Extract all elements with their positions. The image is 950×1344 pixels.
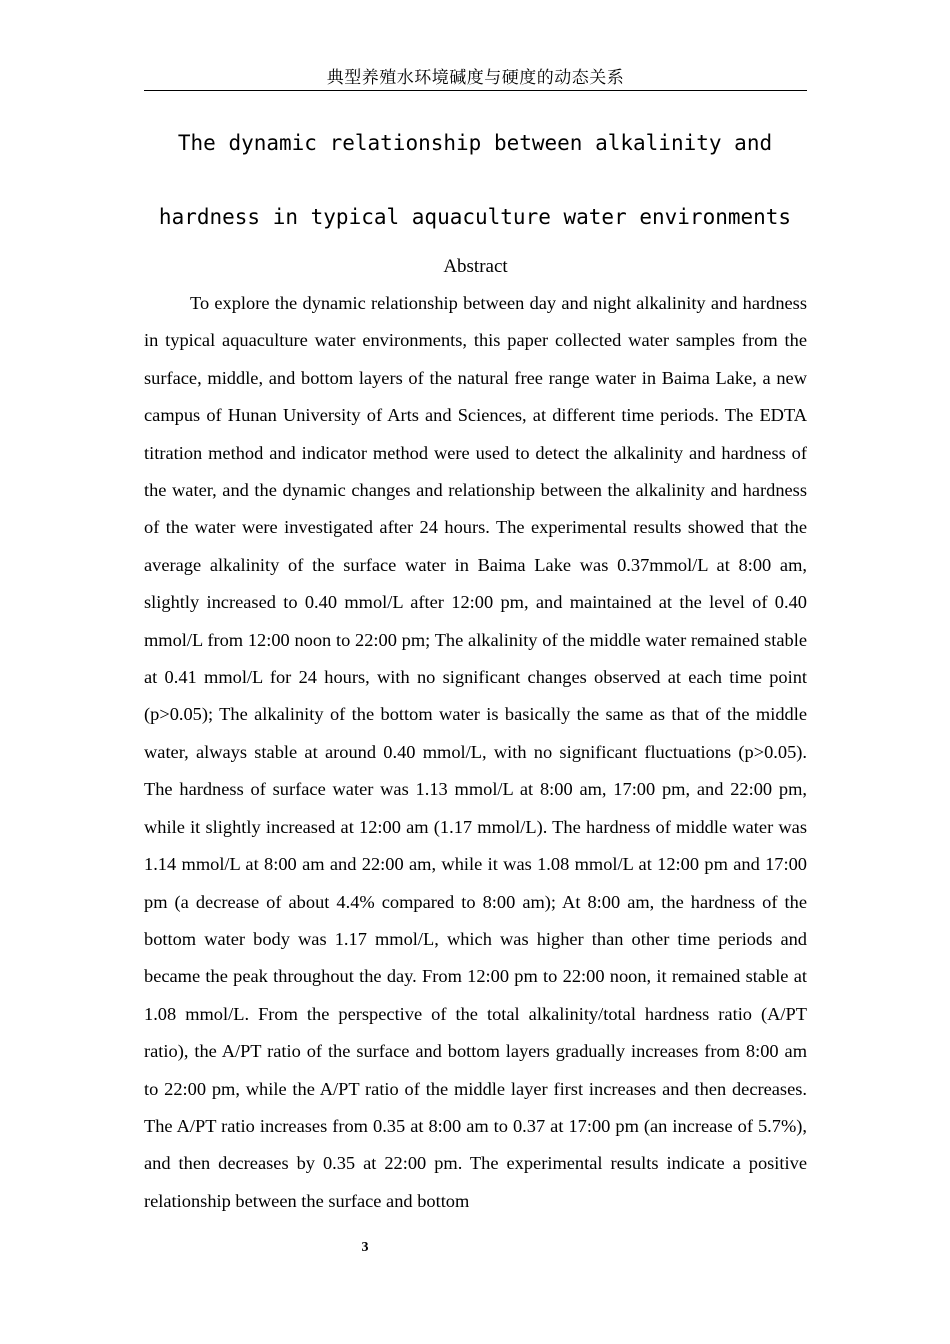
page-number: 3 [361, 1240, 369, 1255]
header-rule [144, 90, 807, 91]
running-header-title: 典型养殖水环境碱度与硬度的动态关系 [326, 68, 625, 88]
paper-title-line-1: The dynamic relationship between alkalinity and [177, 131, 773, 155]
abstract-heading: Abstract [443, 256, 508, 277]
abstract-body: To explore the dynamic relationship between day and night alkalinity and hardness in typical aquaculture water environments, this paper collected water samples from the surface, middle, and bottom layers of the natural free range water in Baima Lake, a new campus of Hunan University of Arts and Sciences, at different time periods. The EDTA titration method and indicator method were used to detect the alkalinity and hardness of the water, and the dynamic changes and relationship between the alkalinity and hardness of the water were investigated after 24 hours. The experimental results showed that the average alkalinity of the surface water in Baima Lake was 0.37mmol/L at 8:00 am, slightly increased to 0.40 mmol/L after 12:00 pm, and maintained at the level of 0.40 mmol/L from 12:00 noon to 22:00 pm; The alkalinity of the middle water remained stable at 0.41 mmol/L for 24 hours, with no significant changes observed at each time point (p>0.05); The alkalinity of the bottom water is basically the same as that of the middle water, always stable at around 0.40 mmol/L, with no significant fluctuations (p>0.05). The hardness of surface water was 1.13 mmol/L at 8:00 am, 17:00 pm, and 22:00 pm, while it slightly increased at 12:00 am (1.17 mmol/L). The hardness of middle water was 1.14 mmol/L at 8:00 am and 22:00 am, while it was 1.08 mmol/L at 12:00 pm and 17:00 pm (a decrease of about 4.4% compared to 8:00 am); At 8:00 am, the hardness of the bottom water body was 1.17 mmol/L, which was higher than other time periods and became the peak throughout the day. From 12:00 pm to 22:00 noon, it remained stable at 1.08 mmol/L. From the perspective of the total alkalinity/total hardness ratio (A/PT ratio), the A/PT ratio of the surface and bottom layers gradually increases from 8:00 am to 22:00 pm, while the A/PT ratio of the middle layer first increases and then decreases. The A/PT ratio increases from 0.35 at 8:00 am to 0.37 at 17:00 pm (an increase of 5.7%), and then decreases by 0.35 at 22:00 pm. The experimental results indicate a positive relationship between the surface and bottom [144, 293, 807, 1211]
paper-title-line-2: hardness in typical aquaculture water environments [158, 205, 792, 229]
